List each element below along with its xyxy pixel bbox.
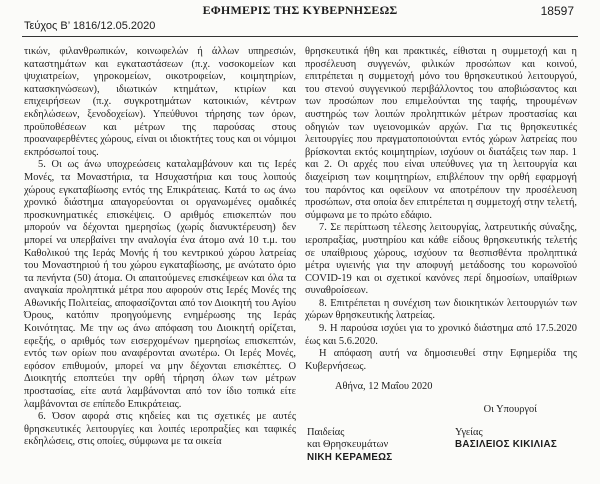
ministers-title: Οι Υπουργοί — [483, 404, 537, 416]
minister-signature-education — [305, 427, 393, 465]
minister1-role-line1: Παιδείας — [307, 426, 345, 438]
paragraph-9: 9. Η παρούσα ισχύει για το χρονικό διάστημα από 17.5.2020 έως και 5.6.2020. — [305, 323, 577, 347]
date-place: Αθήνα, 12 Μαΐου 2020 — [335, 381, 433, 393]
right-column — [305, 46, 577, 464]
signatures — [305, 427, 577, 465]
minister-signature-health — [455, 427, 577, 465]
minister1-role-line2: και Θρησκευμάτων — [307, 439, 389, 451]
paragraph-7: 7. Σε περίπτωση τέλεσης λειτουργίας, λατρευτικής σύναξης, ιεροπραξίας, μυστηρίου και κάθε είδους θρησκευτικής τελετής σε υπαίθριους χώρους, ισχύουν τα θεσπισθέντα προληπτικά μέτρα υγιεινής για την αποφυγή μετάδοσης του κορωνοϊού COVID-19 και οι σχετικοί κανόνες περί δημοσίων, υπαίθριων συναθροίσεων. — [305, 222, 577, 297]
paragraph-8: 8. Επιτρέπεται η συνέχιση των διοικητικών λειτουργιών των χώρων θρησκευτικής λατρείας. — [305, 297, 577, 322]
gazette-title: ΕΦΗΜΕΡΙΣ ΤΗΣ ΚΥΒΕΡΝΗΣΕΩΣ — [202, 3, 398, 17]
left-column — [24, 46, 296, 449]
page-number: 18597 — [540, 4, 574, 18]
paragraph-5: 5. Οι ως άνω υποχρεώσεις καταλαμβάνουν και τις Ιερές Μονές, τα Μοναστήρια, τα Ησυχαστήρια και τους λοιπούς χώρους εγκαταβίωσης εντός της Επικράτειας. Κατά το ως άνω χρονικό διάστημα απαγορεύονται οι οργανωμένες ομαδικές προσκυνηματικές επισκέψεις. Ο αριθμός επισκεπτών που μπορούν να δέχονται ημερησίως (χωρίς διανυκτέρευση) δεν μπορεί να υπερβαίνει την αναλογία ένα άτομο ανά 10 τ.μ. του Καθολικού της Ιεράς Μονής ή του κεντρικού χώρου λατρείας του Μοναστηριού ή του χώρου εγκαταβίωσης, με ανώτατο όριο τα πενήντα (50) άτομα. Οι απαιτούμενες επισκέψεων και όλα τα αναγκαία προληπτικά μέτρα που αφορούν στις Ιερές Μονές της Αθωνικής Πολιτείας, αποφασίζονται από τον Διοικητή του Αγίου Όρους, κατόπιν προηγούμενης ενημέρωσης της Ιεράς Κοινότητας. Με την ως άνω απόφαση του Διοικητή ορίζεται, εφεξής, ο αριθμός των εισερχομένων ημερησίως επισκεπτών, εντός των ορίων που αναφέρονται ανωτέρω. Οι Ιερές Μονές, εφόσον επιθυμούν, μπορεί να μην δέχονται επισκέπτες. Ο Διοικητής εποπτεύει την ορθή τήρηση όλων των μέτρων προστασίας, είτε αυτά λαμβάνονται από τον ίδιο τοπικά είτε λαμβάνονται σε επίπεδο Επικράτειας. — [24, 159, 296, 410]
page-header — [0, 0, 600, 40]
paragraph-6-start: 6. Όσον αφορά στις κηδείες και τις σχετικές με αυτές θρησκευτικές λειτουργίες και λοιπές ιεροπραξίες και ταφικές εκδηλώσεις, στις οποίες, σύμφωνα με τα οικεία — [24, 411, 296, 448]
paragraph-6-continued: θρησκευτικά ήθη και πρακτικές, είθισται η συμμετοχή και η προσέλευση συγγενών, φιλικών προσώπων και κοινού, επιτρέπεται η συμμετοχή μόνο του θρησκευτικού λειτουργού, του στενού συγγενικού περιβάλλοντος του αποβιώσαντος και των προσώπων που επιμελούνται της ταφής, τηρουμένων αυστηρώς των λοιπών προληπτικών μέτρων προστασίας και οδηγιών των υγειονομικών αρχών. Για τις θρησκευτικές λειτουργίες που πραγματοποιούνται εντός χώρων λατρείας που βρίσκονται εκτός κοιμητηρίων, ισχύουν οι διατάξεις των παρ. 1 και 2. Οι αρχές που είναι υπεύθυνες για τη λειτουργία και διαχείριση των κοιμητηρίων, επιβλέπουν την ορθή εφαρμογή του παρόντος και οφείλουν να αποτρέπουν την προσέλευση προσώπων, στα οποία δεν επιτρέπεται η συμμετοχή στην τελετή, σύμφωνα με το πρώτο εδάφιο. — [305, 46, 577, 221]
minister1-name: ΝΙΚΗ ΚΕΡΑΜΕΩΣ — [307, 451, 393, 463]
header-divider — [22, 36, 578, 37]
minister2-role: Υγείας — [455, 426, 483, 438]
paragraph-4-continued: τικών, φιλανθρωπικών, κοινωφελών ή άλλων υπηρεσιών, καταστημάτων και εγκαταστάσεων (π.χ. νοσοκομείων και ψυχιατρείων, γηροκομείων, οικοτροφείων, κοιμητηρίων, κατασκηνώσεων), ιδιωτικών κτημάτων, κτιρίων και επιχειρήσεων (π.χ. συγκροτημάτων κατοικιών, κέντρων εκδηλώσεων, ξενοδοχείων). Υπεύθυνοι τήρησης των όρων, προϋποθέσεων και μέτρων της παρούσας στους προαναφερθέντες χώρους, είναι οι ιδιοκτήτες τους και οι νόμιμοι εκπρόσωποί τους. — [24, 46, 296, 158]
minister2-name: ΒΑΣΙΛΕΙΟΣ ΚΙΚΙΛΙΑΣ — [455, 439, 557, 451]
issue-label: Τεύχος Β’ 1816/12.05.2020 — [24, 20, 156, 32]
publication-order: Η απόφαση αυτή να δημοσιευθεί στην Εφημερίδα της Κυβερνήσεως. — [305, 348, 577, 372]
